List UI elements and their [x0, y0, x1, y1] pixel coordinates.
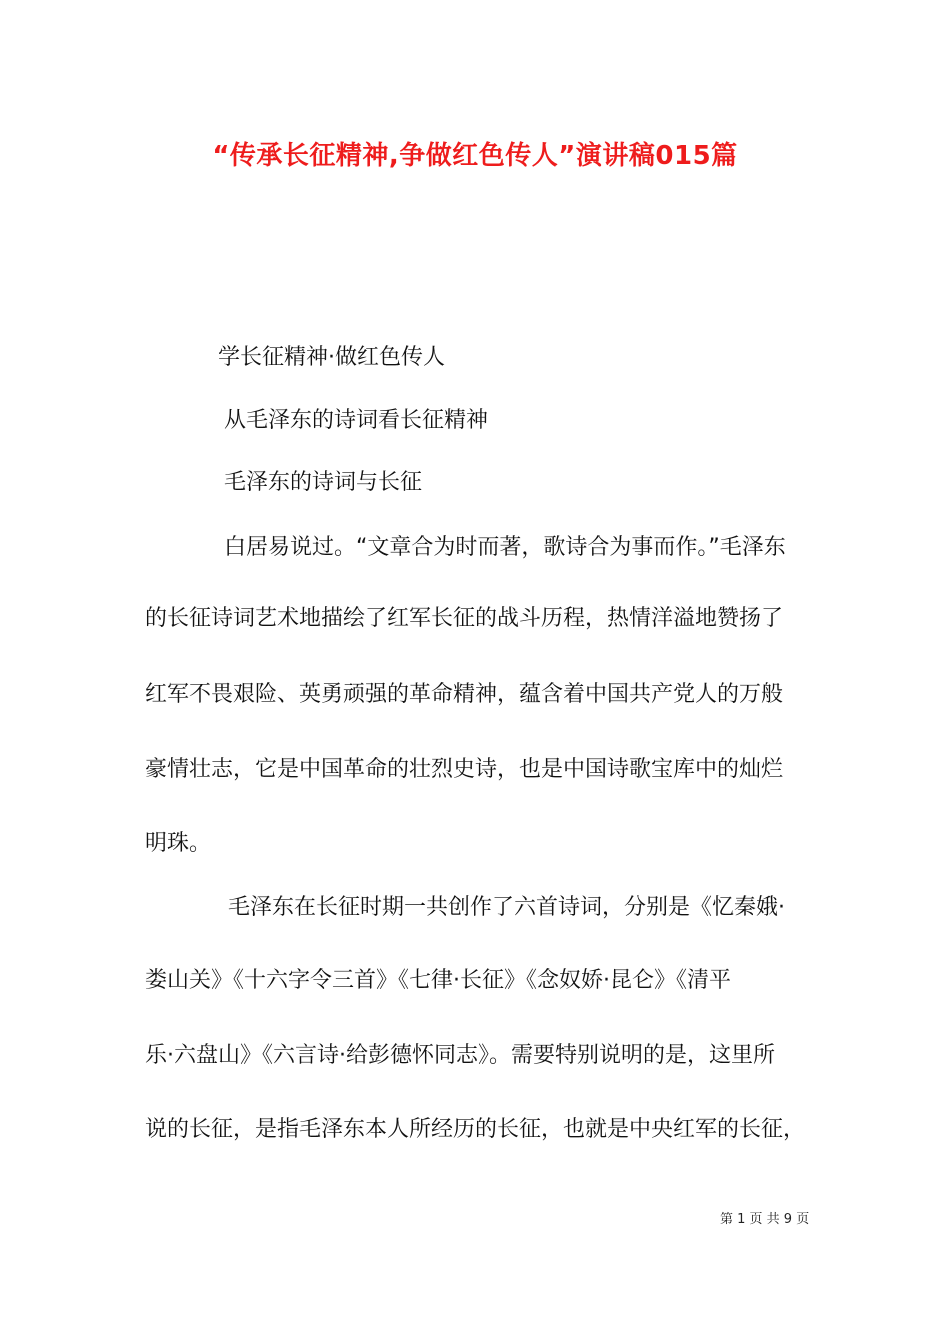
paragraph-1-line-1: 白居易说过。“文章合为时而著，歌诗合为事而作。”毛泽东: [224, 535, 786, 560]
paragraph-2-line-1: 毛泽东在长征时期一共创作了六首诗词，分别是《忆秦娥·: [228, 895, 785, 920]
page-footer: 第 1 页 共 9 页: [720, 1212, 810, 1227]
heading-1: 学长征精神·做红色传人: [218, 345, 445, 370]
document-title: “传承长征精神,争做红色传人”演讲稿015篇: [212, 141, 738, 171]
heading-3: 毛泽东的诗词与长征: [224, 470, 423, 495]
paragraph-2-line-4: 说的长征，是指毛泽东本人所经历的长征，也就是中央红军的长征，: [145, 1117, 806, 1142]
heading-2: 从毛泽东的诗词看长征精神: [224, 408, 489, 433]
paragraph-2-line-2: 娄山关》《十六字令三首》《七律·长征》《念奴娇·昆仑》《清平: [145, 968, 731, 993]
paragraph-1-line-4: 豪情壮志，它是中国革命的壮烈史诗，也是中国诗歌宝库中的灿烂: [145, 757, 784, 782]
paragraph-2-line-3: 乐·六盘山》《六言诗·给彭德怀同志》。需要特别说明的是，这里所: [145, 1043, 775, 1068]
paragraph-1-line-2: 的长征诗词艺术地描绘了红军长征的战斗历程，热情洋溢地赞扬了: [145, 606, 784, 631]
paragraph-1-line-3: 红军不畏艰险、英勇顽强的革命精神，蕴含着中国共产党人的万般: [145, 682, 784, 707]
paragraph-1-line-5: 明珠。: [145, 831, 212, 856]
